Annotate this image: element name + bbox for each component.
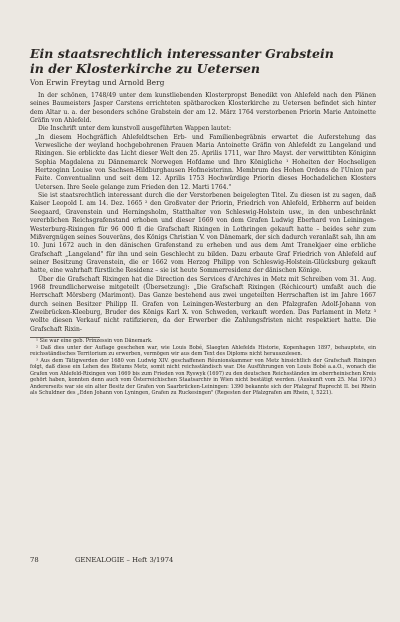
- inscription-quote: „In diesem Hochgräflich Ahlefeldtschen Erb- und Familienbegräbnis erwartet die Auferstehung das Verwesliche der weyland hochgebohrenen Frauen Maria Antoinette Gräfin von Ahlefeldt zu Langeland und Rixingen. Sie erblickte das Licht dieser Welt den 25. Aprilis 1711, war Ihro Mayst. der verwittibten Königinn Sophia Magdalena zu Dännemarck Norwegen Hofdame und Ihro Königliche ¹ Hoheiten der Hochseligen Hertzoginn Louise von Sachsen-Hildburghausen Hofmeisterinn. Membrum des Hohen Ordens de l'Union par Faite. Conventualinn und seit dem 12. Aprilis 1753 Hochwürdige Priorin dieses Hochadelichen Klosters Uetersen. Ihre Seele gelange zum Frieden den 12. Marti 1764.": [35, 133, 376, 191]
- byline: Von Erwin Freytag und Arnold Berg: [30, 78, 165, 87]
- page-footer: [30, 556, 376, 564]
- title-line-1: Ein staatsrechtlich interessanter Grabstein: [30, 46, 334, 61]
- paragraph-intro: In der schönen, 1748/49 unter dem kunstliebenden Klosterpropst Benedikt von Ahlefeld nach den Plänen seines Baumeisters Jasper Carstens errichteten spätbarocken Klosterkirche zu Uetersen befindet sich hinter dem Altar u. a. der besonders schöne Grabstein der am 12. März 1764 verstorbenen Priorin Marie Antoinette Gräfin von Ahlefeld.: [30, 92, 376, 125]
- paragraph-titles: Sie ist staatsrechtlich interessant durch die der Verstorbenen beigelegten Titel. Zu diesen ist zu sagen, daß Kaiser Leopold I. am 14. Dez. 1665 ² den Großvater der Priorin, Friedrich von Ahlefeld, Erbherrn auf beiden Seegaard, Gravenstein und Herningsholm, Statthalter von Schleswig-Holstein usw., in den unbeschränkt vererblichen Reichsgrafenstand erhoben und dieser 1669 von dem Grafen Ludwig Eberhard von Leiningen-Westerburg-Rixingen für 96 000 fl die Grafschaft Rixingen in Lothringen gekauft hatte – beides sehr zum Mißvergnügen seines Souveräns, des Königs Christian V. von Dänemark, der sich dadurch veranlaßt sah, ihn am 10. Juni 1672 auch in den dänischen Grafenstand zu erheben und aus dem Amt Tranekjaer eine erbliche Grafschaft „Langeland" für ihn und sein Geschlecht zu bilden. Dazu erbaute Graf Friedrich von Ahlefeld auf seiner Besitzung Gravenstein, die er 1662 vom Herzog Philipp von Schleswig-Holstein-Glücksburg gekauft hatte, eine wahrhaft fürstliche Residenz – sie ist heute Sommerresidenz der dänischen Könige.: [30, 192, 376, 275]
- paragraph-rixingen: Über die Grafschaft Rixingen hat die Direction des Services d'Archives in Metz mit Schreiben vom 31. Aug. 1968 freundlicherweise mitgeteilt (Übersetzung): „Die Grafschaft Rixingen (Réchicourt) umfaßt auch die Herrschaft Mörsberg (Marimont). Das Ganze bestehend aus zwei ungeteilten Herrschaften ist im Jahre 1667 durch seinen Besitzer Philipp II. Grafen von Leiningen-Westerburg an den Pfalzgrafen Adolf-Johann von Zweibrücken-Kleeburg, Bruder des Königs Karl X. von Schweden, verkauft worden. Das Parlament in Metz ³ wollte diesen Verkauf nicht ratifizieren, da der Erwerber die Zahlungsfristen nicht respektiert hatte. Die Grafschaft Rixin-: [30, 275, 376, 333]
- title-line-2: in der Klosterkirche zu Uetersen: [30, 61, 260, 76]
- paragraph-inscription-lead: Die Inschrift unter dem kunstvoll ausgeführten Wappen lautet:: [38, 125, 232, 133]
- footnote-1: ¹ Sie war eine geb. Prinzessin von Dänemark.: [36, 337, 153, 344]
- journal-reference: GENEALOGIE – Heft 3/1974: [75, 556, 174, 564]
- page-number: 78: [30, 556, 39, 564]
- article-title: [30, 46, 376, 76]
- footnote-2: ² Daß dies unter der Auflage geschehen war, wie Louis Bobé, Slaegten Ahlefelds Historie, Kopenhagen 1897, behauptete, ein reichsständisches Territorium zu erwerben, vermögen wir aus dem Text des Diploms nicht herauszulesen.: [30, 344, 376, 358]
- footnote-3: ³ Aus dem Tätigwerden der 1680 von Ludwig XIV. geschaffenen Réunionskammer von Metz hinsichtlich der Grafschaft Rixingen folgt, daß diese ein Lehen des Bistums Metz, somit nicht reichsständisch war. Die Ausführungen von Louis Bobé a.a.O., wonach die Grafen von Ahlefeld-Rixingen von 1669 bis zum Frieden von Ryswyk (1697) zu den deutschen Reichsständen im oberrheinischen Kreis gehört haben, konnten denn auch vom Österreichischen Staatsarchiv in Wien nicht bestätigt werden. (Auskunft vom 25. Mai 1970.) Andererseits war sie ein alter Besitz der Grafen von Saarbrücken-Leiningen: 1390 bekannte sich der Pfalzgraf Ruprecht II. bei Rhein als Schuldner des „Eden Johann von Lyningen, Grafen zu Ruckesingen" (Regesten der Pfalzgrafen am Rhein, I, 5221).: [30, 357, 376, 397]
